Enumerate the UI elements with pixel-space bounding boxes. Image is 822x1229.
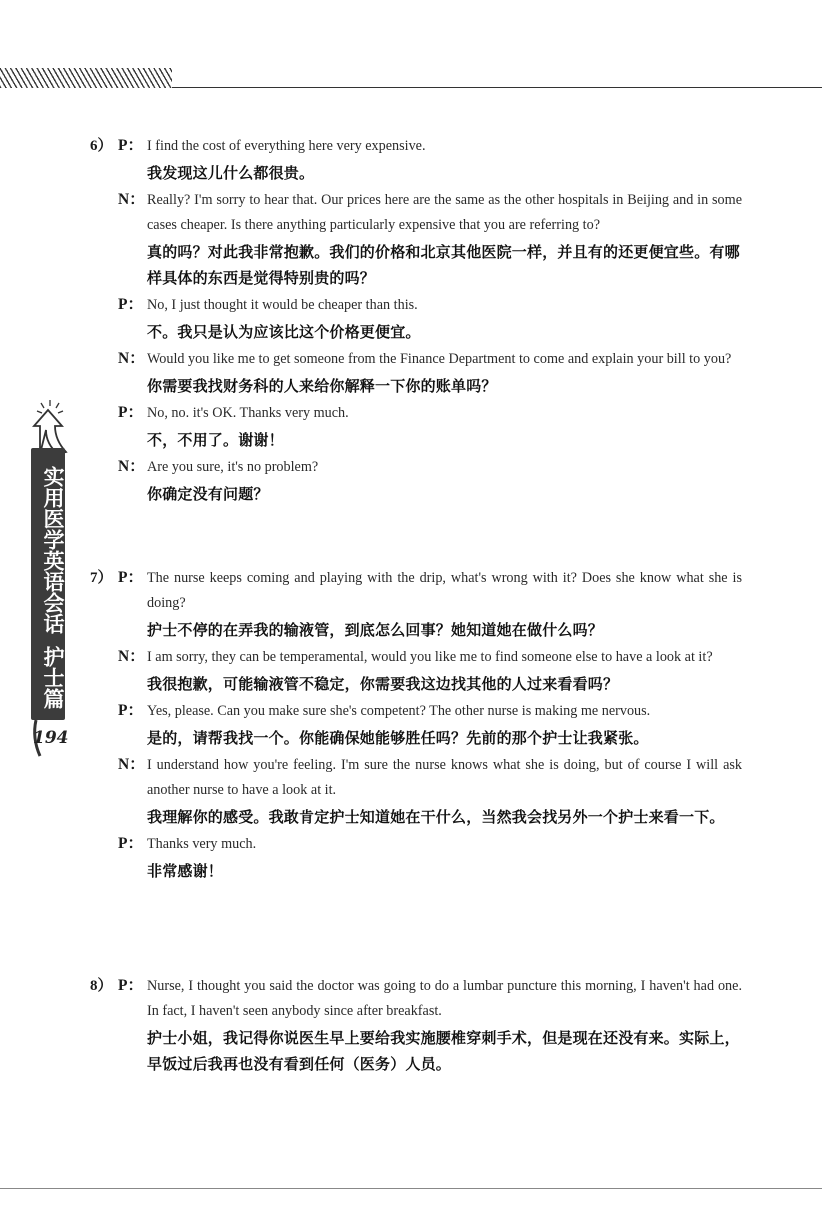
speaker-label: P： xyxy=(118,569,143,586)
speaker-label: P： xyxy=(118,702,143,719)
english-line: Thanks very much. xyxy=(147,836,257,852)
english-line: The nurse keeps coming and playing with the drip, what's wrong with it? Does she know what she is doing? xyxy=(147,570,742,611)
chinese-line: 我很抱歉，可能输液管不稳定，你需要我这边找其他的人过来看看吗？ xyxy=(147,675,619,693)
chinese-line: 真的吗？对此我非常抱歉。我们的价格和北京其他医院一样，并且有的还更便宜些。有哪样具体的东西是觉得特别贵的吗？ xyxy=(147,243,740,287)
english-line: Are you sure, it's no problem? xyxy=(147,459,319,475)
english-line: No, I just thought it would be cheaper than this. xyxy=(147,297,418,313)
speaker-label: N： xyxy=(118,756,145,773)
chinese-line: 不，不用了。谢谢！ xyxy=(147,431,284,449)
dialogue-turn xyxy=(90,347,742,399)
header-rule xyxy=(172,87,822,88)
english-line: No, no. it's OK. Thanks very much. xyxy=(147,405,349,421)
dialogue-number: 8） xyxy=(90,978,113,994)
dialogue-turn xyxy=(90,188,742,291)
speaker-label: P： xyxy=(118,404,143,421)
dialogue-turn xyxy=(90,974,742,1077)
dialogue-turn xyxy=(90,134,742,186)
english-line: I understand how you're feeling. I'm sure the nurse knows what she is doing, but of course I will ask another nurse to have a look at it. xyxy=(147,757,742,798)
dialogue-turn xyxy=(90,293,742,345)
english-line: I find the cost of everything here very expensive. xyxy=(147,138,426,154)
speaker-label: N： xyxy=(118,350,145,367)
speaker-label: N： xyxy=(118,458,145,475)
dialogue-6 xyxy=(90,134,742,509)
chinese-line: 护士小姐，我记得你说医生早上要给我实施腰椎穿刺手术，但是现在还没有来。实际上，早饭过后我再也没有看到任何（医务）人员。 xyxy=(147,1029,740,1073)
dialogue-turn xyxy=(90,401,742,453)
chinese-line: 不。我只是认为应该比这个价格更便宜。 xyxy=(147,323,421,341)
chinese-line: 我发现这儿什么都很贵。 xyxy=(147,164,315,182)
chinese-line: 你确定没有问题？ xyxy=(147,485,269,503)
footer-rule xyxy=(0,1188,822,1189)
speaker-label: P： xyxy=(118,137,143,154)
dialogue-turn xyxy=(90,645,742,697)
speaker-label: P： xyxy=(118,977,143,994)
page-number: 194 xyxy=(33,728,69,748)
dialogue-number: 7） xyxy=(90,570,113,586)
speaker-label: P： xyxy=(118,296,143,313)
dialogue-turn xyxy=(90,753,742,830)
dialogue-turn xyxy=(90,455,742,507)
side-title-sub: 护士篇 xyxy=(41,645,65,709)
english-line: Nurse, I thought you said the doctor was going to do a lumbar puncture this morning, I haven't had one. In fact, I haven't seen anybody since after breakfast. xyxy=(147,978,742,1019)
dialogue-7 xyxy=(90,566,742,886)
chinese-line: 我理解你的感受。我敢肯定护士知道她在干什么，当然我会找另外一个护士来看一下。 xyxy=(147,808,725,826)
side-book-title xyxy=(31,456,65,718)
header-hatch-pattern xyxy=(0,68,172,88)
speaker-label: N： xyxy=(118,648,145,665)
dialogue-turn xyxy=(90,699,742,751)
speaker-label: P： xyxy=(118,835,143,852)
english-line: Really? I'm sorry to hear that. Our prices here are the same as the other hospitals in Beijing and in some cases cheaper. Is there anything particularly expensive that you are referring to? xyxy=(147,192,742,233)
dialogue-turn xyxy=(90,566,742,643)
english-line: I am sorry, they can be temperamental, would you like me to find someone else to have a look at it? xyxy=(147,649,713,665)
english-line: Yes, please. Can you make sure she's competent? The other nurse is making me nervous. xyxy=(147,703,651,719)
dialogue-number: 6） xyxy=(90,138,113,154)
english-line: Would you like me to get someone from the Finance Department to come and explain your bill to you? xyxy=(147,351,732,367)
sparkle-arrow-icon xyxy=(28,396,72,456)
chinese-line: 你需要我找财务科的人来给你解释一下你的账单吗？ xyxy=(147,377,497,395)
speaker-label: N： xyxy=(118,191,145,208)
chinese-line: 非常感谢！ xyxy=(147,862,224,880)
dialogue-8 xyxy=(90,974,742,1079)
side-title-main: 实用医学英语会话 xyxy=(41,465,65,634)
chinese-line: 是的，请帮我找一个。你能确保她能够胜任吗？先前的那个护士让我紧张。 xyxy=(147,729,649,747)
chinese-line: 护士不停的在弄我的输液管，到底怎么回事？她知道她在做什么吗？ xyxy=(147,621,604,639)
dialogue-turn xyxy=(90,832,742,884)
